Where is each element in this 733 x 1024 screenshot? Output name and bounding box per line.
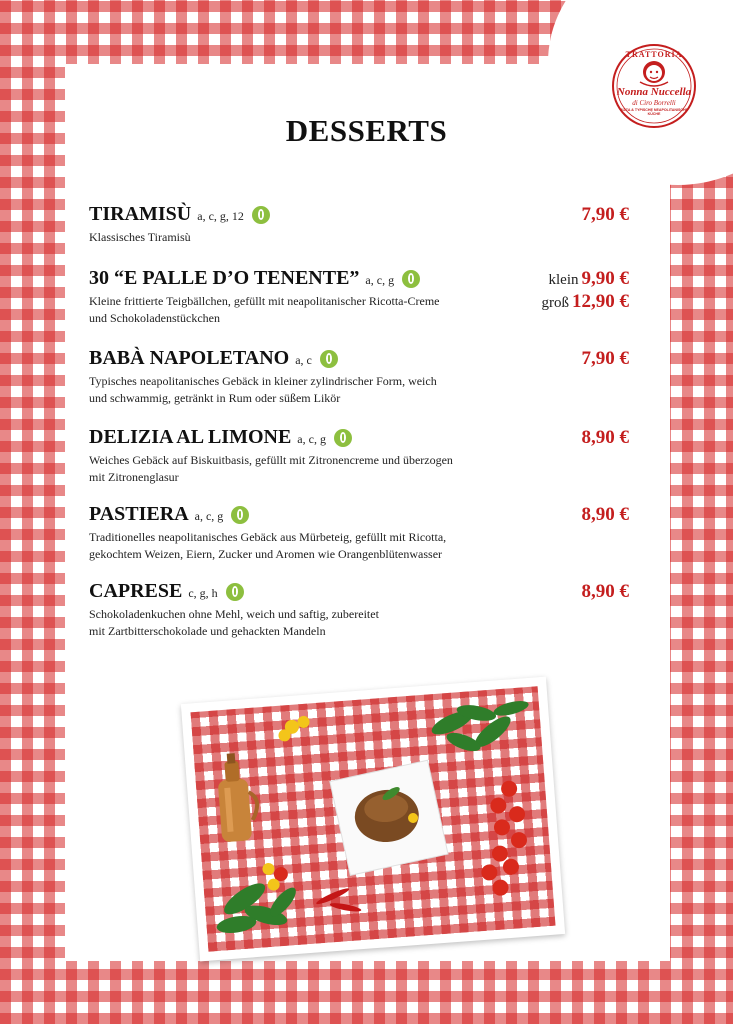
menu-item: [89, 426, 629, 486]
menu-item: [89, 580, 629, 640]
description-line: gekochtem Weizen, Eiern, Zucker und Aromen wie Orangenblütenwasser: [89, 547, 443, 561]
copper-oil-bottle: [216, 752, 260, 843]
price-row: [542, 268, 630, 291]
menu-item-name: TIRAMISÙ: [89, 203, 192, 225]
description-line: mit Zitronenglasur: [89, 470, 179, 484]
price-value: 7,90 €: [581, 204, 629, 225]
menu-item-name: CAPRESE: [89, 580, 183, 602]
price-value: 8,90 €: [581, 581, 629, 602]
basil-leaves-top: [427, 697, 533, 758]
vegetarian-leaf-icon: [334, 429, 352, 447]
logo-sub: di Ciro Borrelli: [632, 99, 676, 107]
logo-name: Nonna Nuccella: [616, 86, 692, 98]
description-line: Schokoladenkuchen ohne Mehl, weich und saftig, zubereitet: [89, 607, 379, 621]
menu-item-description: [89, 452, 509, 486]
price-value: 7,90 €: [581, 348, 629, 369]
photo-tablecloth: [190, 686, 555, 951]
description-line: und Schokoladenstückchen: [89, 311, 220, 325]
price-row: [542, 291, 630, 314]
description-line: Klassisches Tiramisù: [89, 230, 191, 244]
price-size-label: klein: [548, 272, 579, 288]
menu-item-price: [542, 268, 630, 314]
small-tomatoes-bottom: [262, 862, 289, 892]
price-size-label: groß: [541, 295, 569, 311]
description-line: Typisches neapolitanisches Gebäck in kleiner zylindrischer Form, weich: [89, 374, 437, 388]
menu-item-allergens: a, c, g: [365, 273, 395, 287]
menu-item-allergens: a, c, g: [297, 432, 326, 446]
menu-item-name: BABÀ NAPOLETANO: [89, 347, 290, 369]
chili-peppers: [314, 885, 362, 916]
cherry-tomatoes-vine: [475, 780, 531, 897]
menu-item: [89, 267, 629, 327]
menu-item: [89, 347, 629, 407]
dessert-photo: [181, 677, 565, 962]
menu-item-allergens: c, g, h: [188, 586, 218, 600]
menu-item-price: [582, 348, 630, 369]
menu-item-price: [582, 427, 630, 448]
price-row: [582, 348, 630, 369]
menu-item-allergens: a, c, g: [194, 509, 224, 523]
menu-item-header: [89, 503, 629, 526]
description-line: Kleine frittierte Teigbällchen, gefüllt mit neapolitanischer Ricotta-Creme: [89, 294, 440, 308]
menu-item-name: PASTIERA: [89, 503, 189, 525]
menu-item-description: [89, 606, 509, 640]
logo-top-text: TRATTORIA: [625, 50, 683, 59]
price-row: [582, 204, 630, 225]
dessert-plate: [329, 759, 449, 876]
basil-leaves-bottom: [213, 875, 303, 936]
menu-item-description: [89, 229, 509, 246]
price-row: [582, 427, 630, 448]
menu-item-price: [582, 504, 630, 525]
menu-item-name: 30 “E PALLE D’O TENENTE”: [89, 267, 360, 289]
description-line: mit Zartbitterschokolade und gehackten Mandeln: [89, 624, 326, 638]
page-title: DESSERTS: [285, 113, 448, 148]
menu-item-allergens: a, c: [295, 353, 312, 367]
description-line: Traditionelles neapolitanisches Gebäck aus Mürbeteig, gefüllt mit Ricotta,: [89, 530, 447, 544]
vegetarian-leaf-icon: [320, 350, 338, 368]
menu-item: [89, 203, 629, 246]
menu-item-allergens: a, c, g, 12: [197, 209, 244, 223]
vegetarian-leaf-icon: [226, 583, 244, 601]
menu-item-description: [89, 293, 509, 327]
vegetarian-leaf-icon: [252, 206, 270, 224]
menu-item: [89, 503, 629, 563]
price-value: 12,90 €: [572, 291, 629, 312]
vegetarian-leaf-icon: [231, 506, 249, 524]
menu-item-header: [89, 580, 629, 603]
menu-item-name: DELIZIA AL LIMONE: [89, 426, 292, 448]
price-row: [582, 581, 630, 602]
yellow-tomatoes: [277, 716, 311, 742]
logo-bottom-text: PIZZA & TYPISCHE NEAPOLITANISCHE KÜCHE: [620, 108, 688, 116]
menu-item-header: [89, 203, 629, 226]
description-line: Weiches Gebäck auf Biskuitbasis, gefüllt mit Zitronencreme und überzogen: [89, 453, 453, 467]
price-value: 9,90 €: [581, 268, 629, 289]
menu-item-description: [89, 529, 509, 563]
photo-illustration: [190, 686, 555, 951]
vegetarian-leaf-icon: [402, 270, 420, 288]
menu-item-header: [89, 347, 629, 370]
price-value: 8,90 €: [581, 427, 629, 448]
menu-item-price: [582, 204, 630, 225]
price-row: [582, 504, 630, 525]
menu-item-description: [89, 373, 509, 407]
description-line: und schwammig, getränkt in Rum oder süßem Likör: [89, 391, 341, 405]
menu-item-header: [89, 426, 629, 449]
menu-item-price: [582, 581, 630, 602]
price-value: 8,90 €: [581, 504, 629, 525]
